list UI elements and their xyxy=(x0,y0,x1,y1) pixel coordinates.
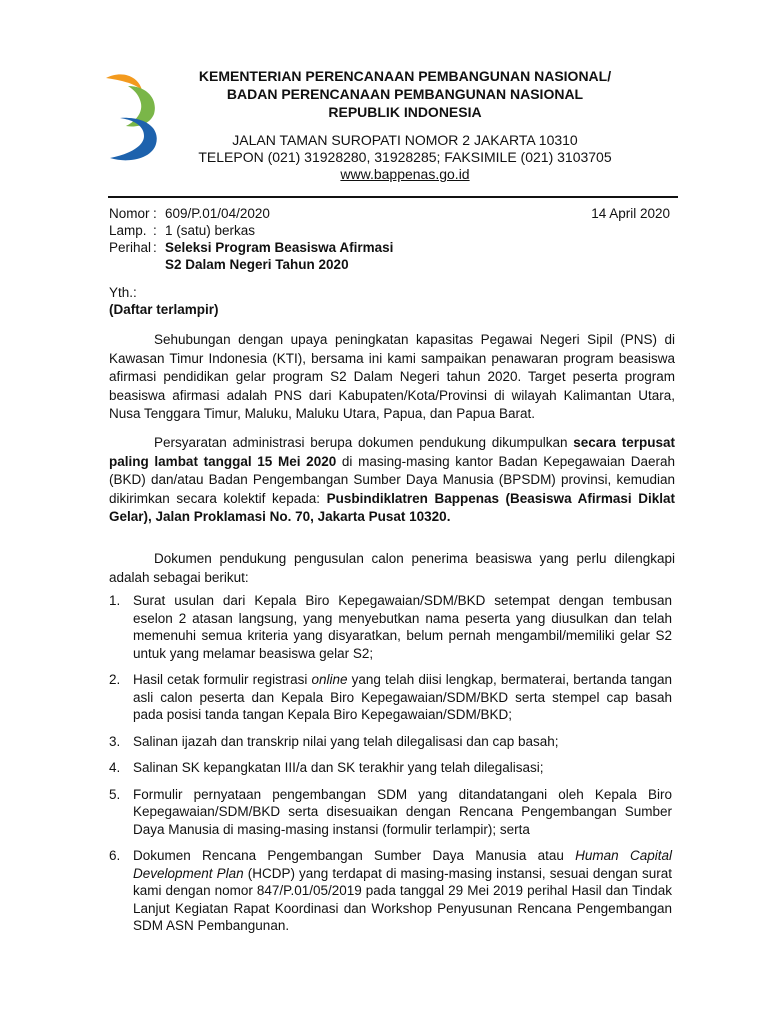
paragraph-2-text xyxy=(109,434,675,527)
item6-hcdp: Human Capital Development Plan xyxy=(133,848,672,881)
list-item xyxy=(109,847,672,935)
letter-meta xyxy=(109,205,674,273)
phone-line: TELEPON (021) 31928280, 31928285; FAKSIMILE (021) 3103705 xyxy=(198,149,612,165)
list-item xyxy=(109,759,672,777)
list-item-text xyxy=(133,847,672,935)
list-item xyxy=(109,671,672,724)
item6-part-c: (HCDP) yang terdapat di masing-masing instansi, sesuai dengan surat kami dengan nomor 847/P.01/05/2019 pada tanggal 29 Mei 2019 perihal Hasil dan Tindak Lanjut Kegiatan Rapat Koordinasi dan Workshop Penyusunan Rencana Pengembangan SDM ASN Pembangunan. xyxy=(133,865,672,933)
list-item-text: Formulir pernyataan pengembangan SDM yang ditandatangani oleh Kepala Biro Kepegawaian/SDM/BKD serta disesuaikan dengan Rencana Pengembangan Sumber Daya Manusia di masing-masing instansi (formulir terlampir); serta xyxy=(133,786,672,837)
perihal-label: Perihal xyxy=(109,240,152,255)
p2-part-a: Persyaratan administrasi berupa dokumen pendukung dikumpulkan xyxy=(154,435,574,450)
lamp-label: Lamp. xyxy=(109,223,147,238)
recipient-block xyxy=(109,284,219,318)
nomor-label: Nomor xyxy=(109,206,150,221)
item2-part-a: Hasil cetak formulir registrasi xyxy=(133,672,312,687)
list-number: 6. xyxy=(109,848,121,863)
item6-part-a: Dokumen Rencana Pengembangan Sumber Daya Manusia atau xyxy=(133,848,576,863)
list-item xyxy=(109,592,672,662)
website-link[interactable]: www.bappenas.go.id xyxy=(340,166,470,182)
list-item xyxy=(109,733,672,751)
nomor-row xyxy=(109,205,674,222)
lamp-value: 1 (satu) berkas xyxy=(165,223,256,238)
colon: : xyxy=(153,240,157,255)
yth-label: Yth.: xyxy=(109,285,137,300)
list-item-text: Surat usulan dari Kepala Biro Kepegawaian/SDM/BKD setempat dengan tembusan eselon 2 atasan langsung, yang menyebutkan nama peserta yang diusulkan dan telah memenuhi semua kriteria yang disyaratkan, belum pernah mengambil/memiliki gelar S2 untuk yang melamar beasiswa gelar S2; xyxy=(133,593,672,661)
list-item-text: Salinan SK kepangkatan III/a dan SK terakhir yang telah dilegalisasi; xyxy=(133,760,544,775)
perihal-row-2 xyxy=(109,256,674,273)
list-number: 4. xyxy=(109,760,121,775)
list-number: 1. xyxy=(109,593,121,608)
lamp-row xyxy=(109,222,674,239)
list-item xyxy=(109,786,672,839)
perihal-row xyxy=(109,239,674,256)
list-item-text xyxy=(133,671,672,724)
paragraph-3 xyxy=(109,550,675,587)
item2-online: online xyxy=(311,672,348,687)
paragraph-3-text: Dokumen pendukung pengusulan calon penerima beasiswa yang perlu dilengkapi adalah sebagai berikut: xyxy=(109,551,675,585)
bappenas-logo xyxy=(104,70,160,162)
p2-destination: Pusbindiklatren Bappenas (Beasiswa Afirmasi Diklat Gelar), Jalan Proklamasi No. 70, Jakarta Pusat 10320. xyxy=(109,490,675,524)
address-line: JALAN TAMAN SUROPATI NOMOR 2 JAKARTA 10310 xyxy=(232,132,578,148)
perihal-line2: S2 Dalam Negeri Tahun 2020 xyxy=(165,257,349,272)
p2-deadline: secara terpusat paling lambat tanggal 15 Mei 2020 xyxy=(109,435,675,469)
recipient-name: (Daftar terlampir) xyxy=(109,302,219,317)
requirements-list xyxy=(109,592,672,944)
paragraph-1 xyxy=(109,331,675,424)
letter-date: 14 April 2020 xyxy=(591,206,670,221)
colon: : xyxy=(153,206,157,221)
org-name-line3: REPUBLIK INDONESIA xyxy=(328,104,482,120)
org-name-line1: KEMENTERIAN PERENCANAAN PEMBANGUNAN NASIONAL/ xyxy=(198,68,612,84)
list-number: 5. xyxy=(109,786,121,802)
paragraph-2 xyxy=(109,434,675,527)
letterhead-divider xyxy=(108,196,678,198)
nomor-value: 609/P.01/04/2020 xyxy=(165,206,270,221)
list-number: 2. xyxy=(109,672,121,687)
org-name-line2: BADAN PERENCANAAN PEMBANGUNAN NASIONAL xyxy=(226,86,584,102)
paragraph-1-text: Sehubungan dengan upaya peningkatan kapasitas Pegawai Negeri Sipil (PNS) di Kawasan Timur Indonesia (KTI), bersama ini kami sampaikan penawaran program beasiswa afirmasi pendidikan gelar program S2 Dalam Negeri tahun 2020. Target peserta program beasiswa afirmasi adalah PNS dari Kabupaten/Kota/Provinsi di wilayah Kalimantan Utara, Nusa Tenggara Timur, Maluku, Maluku Utara, Papua, dan Papua Barat. xyxy=(109,332,675,421)
colon: : xyxy=(153,223,157,238)
p2-part-c: di masing-masing kantor Badan Kepegawaian Daerah (BKD) dan/atau Badan Pengembangan Sumber Daya Manusia (BPSDM) provinsi, kemudian dikirimkan secara kolektif kepada: xyxy=(109,453,675,506)
letterhead xyxy=(170,67,640,183)
perihal-line1: Seleksi Program Beasiswa Afirmasi xyxy=(165,240,394,255)
list-number: 3. xyxy=(109,733,121,749)
list-item-text: Salinan ijazah dan transkrip nilai yang telah dilegalisasi dan cap basah; xyxy=(133,733,559,749)
item2-part-c: yang telah diisi lengkap, bermaterai, bertanda tangan asli calon peserta dan Kepala Biro Kepegawaian/SDM/BKD serta stempel cap basah pada posisi tanda tangan Kepala Biro Kepegawaian/SDM/BKD; xyxy=(133,672,672,722)
